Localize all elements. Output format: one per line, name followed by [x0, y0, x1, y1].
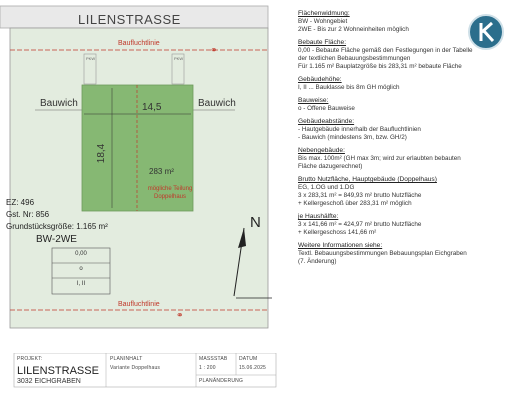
legend-heading: je Haushälfte:	[298, 213, 339, 220]
baufluchtlinie-symbol-top: ⚭	[210, 46, 218, 56]
bauwich-right-label: Bauwich	[198, 98, 236, 109]
legend-line: 2WE - Bis zur 2 Wohneinheiten möglich	[298, 26, 409, 33]
legend-heading: Bebaute Fläche:	[298, 39, 347, 46]
legend-line: o - Offene Bauweise	[298, 105, 355, 112]
bauwich-left-label: Bauwich	[40, 98, 78, 109]
datum-label: DATUM	[239, 356, 258, 362]
teilung-label: mögliche Teilung Doppelhaus	[147, 186, 193, 200]
legend-heading: Weitere Informationen siehe:	[298, 242, 383, 249]
massstab-value: 1 : 200	[199, 365, 216, 371]
projekt-ort: 3032 EICHGRABEN	[17, 378, 81, 385]
nutz-bauklasse: I, II	[76, 281, 86, 287]
pkw-label-right: PKW	[174, 56, 184, 61]
legend-line: 0,00 - Bebaute Fläche gemäß den Festlegungen in der Tabelle	[298, 47, 473, 54]
title-block	[0, 353, 290, 400]
legend-section	[298, 176, 510, 208]
legend-line: Bis max. 100m² (GH max 3m; wird zur erlaubten bebauten	[298, 155, 461, 162]
baufluchtlinie-symbol-bottom: ⚭	[176, 311, 184, 321]
site-plan-drawing	[0, 0, 290, 345]
legend-line: BW - Wohngebiet	[298, 18, 348, 25]
area-label: 283 m²	[149, 167, 174, 176]
legend-line: Für 1.165 m² Bauplatzgröße bis 283,31 m² bebaute Fläche	[298, 63, 462, 70]
legend-line: + Kellergeschoss 141,66 m²	[298, 229, 377, 236]
legend-section	[298, 213, 510, 237]
legend-line: (7. Änderung)	[298, 258, 337, 265]
legend-section	[298, 39, 510, 71]
legend-line: Textl. Bebauungsbestimmungen Bebauungsplan Eichgraben	[298, 250, 467, 257]
legend-line: - Hautgebäude innerhalb der Baufluchtlinien	[298, 126, 421, 133]
gst-label: Gst. Nr: 856	[6, 210, 50, 219]
nutz-bebaute-flaeche: 0,00	[75, 251, 87, 257]
lot-size-label: Grundstücksgröße: 1.165 m²	[6, 222, 108, 231]
legend-panel	[298, 10, 510, 271]
legend-line: I, II ... Bauklasse bis 8m GH möglich	[298, 84, 400, 91]
datum-value: 15.06.2025	[239, 365, 267, 371]
legend-section	[298, 147, 510, 171]
legend-line: der textlichen Bebauungsbestimmungen	[298, 55, 411, 62]
legend-section	[298, 118, 510, 142]
depth-dimension: 18,4	[96, 143, 108, 164]
legend-line: 3 x 141,66 m² = 424,97 m² brutto Nutzfläche	[298, 221, 422, 228]
legend-heading: Brutto Nutzfläche, Hauptgebäude (Doppelhaus)	[298, 176, 437, 183]
legend-section	[298, 76, 510, 92]
projekt-label: PROJEKT:	[17, 356, 43, 362]
zoning-label: BW-2WE	[36, 234, 77, 245]
ez-label: EZ: 496	[6, 198, 35, 207]
legend-heading: Bauweise:	[298, 97, 329, 104]
legend-heading: Nebengebäude:	[298, 147, 345, 154]
projekt-name: LILENSTRASSE	[17, 365, 99, 377]
baufluchtlinie-top-label: Baufluchtlinie	[118, 40, 160, 47]
legend-line: 3 x 283,31 m² = 849,93 m² brutto Nutzfläche	[298, 192, 422, 199]
pkw-label-left: PKW	[86, 56, 96, 61]
massstab-label: MASSSTAB	[199, 356, 228, 362]
legend-line: Fläche dazugerechnet)	[298, 163, 363, 170]
baufluchtlinie-bottom-label: Baufluchtlinie	[118, 301, 160, 308]
legend-section	[298, 10, 510, 34]
legend-section	[298, 242, 510, 266]
street-label: LILENSTRASSE	[78, 12, 181, 27]
legend-heading: Gebäudehöhe:	[298, 76, 342, 83]
legend-line: + Kellergeschoß über 283,31 m² möglich	[298, 200, 412, 207]
legend-heading: Gebäudeabstände:	[298, 118, 355, 125]
nutz-bauweise: o	[79, 266, 83, 272]
site-plan	[0, 0, 290, 345]
north-label: N	[250, 214, 261, 231]
legend-section	[298, 97, 510, 113]
legend-line: - Bauwich (mindestens 3m, bzw. GH/2)	[298, 134, 407, 141]
legend-line: EG, 1.OG und 1.DG	[298, 184, 355, 191]
width-dimension: 14,5	[142, 102, 162, 113]
planinhalt-label: PLANINHALT	[110, 356, 143, 362]
planaenderung-label: PLANÄNDERUNG	[199, 378, 244, 384]
nutzungsschablone	[52, 248, 110, 294]
planinhalt-value: Variante Doppelhaus	[110, 365, 161, 371]
legend-heading: Flächenwidmung:	[298, 10, 350, 17]
